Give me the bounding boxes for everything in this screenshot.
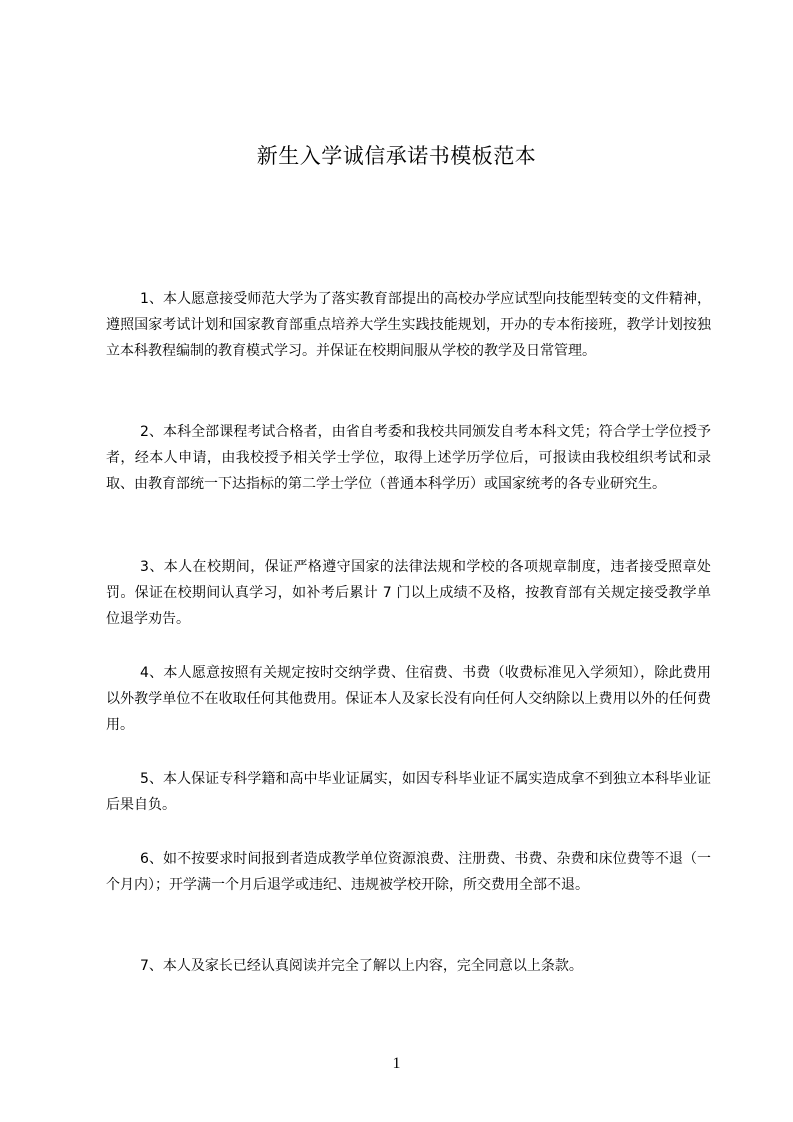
page-number: 1 — [392, 1055, 401, 1072]
paragraph-3: 3、本人在校期间，保证严格遵守国家的法律法规和学校的各项规章制度，违者接受照章处罚。保证在校期间认真学习，如补考后累计 7 门以上成绩不及格，按教育部有关规定接受教学单位退学劝告。 — [106, 559, 711, 627]
paragraph-5: 5、本人保证专科学籍和高中毕业证属实，如因专科毕业证不属实造成拿不到独立本科毕业证后果自负。 — [106, 771, 711, 813]
paragraph-6: 6、如不按要求时间报到者造成教学单位资源浪费、注册费、书费、杂费和床位费等不退（一个月内）；开学满一个月后退学或违纪、违规被学校开除，所交费用全部不退。 — [106, 851, 711, 893]
paragraph-1: 1、本人愿意接受师范大学为了落实教育部提出的高校办学应试型向技能型转变的文件精神，遵照国家考试计划和国家教育部重点培养大学生实践技能规划，开办的专本衔接班，教学计划按独立本科教程编制的教育模式学习。并保证在校期间服从学校的教学及日常管理。 — [106, 291, 711, 359]
document-title: 新生入学诚信承诺书模板范本 — [256, 144, 537, 168]
paragraph-4: 4、本人愿意按照有关规定按时交纳学费、住宿费、书费（收费标准见入学须知），除此费用以外教学单位不在收取任何其他费用。保证本人及家长没有向任何人交纳除以上费用以外的任何费用。 — [106, 665, 711, 733]
paragraph-2: 2、本科全部课程考试合格者，由省自考委和我校共同颁发自考本科文凭；符合学士学位授予者，经本人申请，由我校授予相关学士学位，取得上述学历学位后，可报读由我校组织考试和录取、由教育部统一下达指标的第二学士学位（普通本科学历）或国家统考的各专业研究生。 — [106, 424, 711, 492]
paragraph-7: 7、本人及家长已经认真阅读并完全了解以上内容，完全同意以上条款。 — [140, 958, 583, 974]
